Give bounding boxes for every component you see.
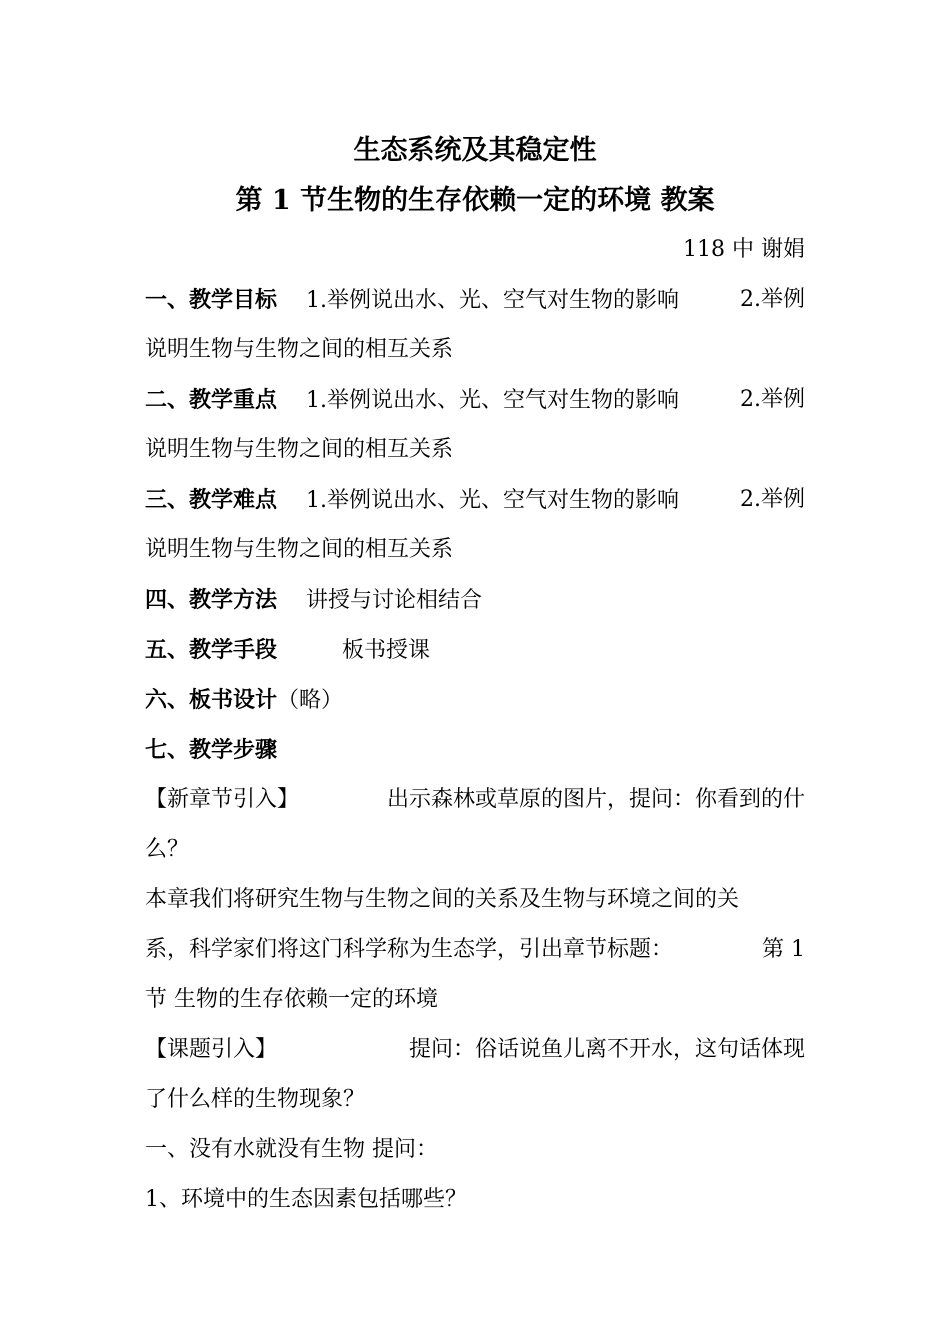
teaching-method-text: 讲授与讨论相结合	[306, 588, 483, 613]
author-line: 118 中 谢娟	[683, 237, 805, 262]
teaching-difficulty-heading: 三、教学难点	[145, 487, 278, 513]
new-chapter-intro-line	[145, 785, 805, 815]
teaching-goal-text-2: 2.举例	[740, 287, 805, 312]
teaching-goal-text: 1.举例说出水、光、空气对生物的影响	[306, 288, 680, 313]
teaching-difficulty-line	[145, 485, 805, 516]
topic-intro-line	[145, 1035, 805, 1065]
document-subtitle: 第 1 节生物的生存依赖一定的环境 教案	[235, 185, 715, 216]
teaching-method-line	[145, 585, 482, 616]
topic-intro-cont: 了什么样的生物现象？	[145, 1087, 366, 1112]
paragraph-line-2-end: 第 1	[762, 937, 805, 962]
teaching-difficulty-text: 1.举例说出水、光、空气对生物的影响	[306, 488, 680, 513]
teaching-key-text-2: 2.举例	[740, 387, 805, 412]
paragraph-line-2-text: 系，科学家们将这门科学称为生态学，引出章节标题：	[145, 937, 674, 962]
new-chapter-intro-text: 出示森林或草原的图片，提问：你看到的什	[386, 787, 805, 812]
topic-intro-tag: 【课题引入】	[145, 1037, 278, 1062]
teaching-goal-heading-wrap	[145, 285, 679, 316]
teaching-steps-heading: 七、教学步骤	[145, 737, 278, 763]
teaching-difficulty-heading-wrap	[145, 485, 679, 516]
teaching-goal-heading: 一、教学目标	[145, 287, 278, 313]
teaching-means-text: 板书授课	[342, 638, 431, 663]
paragraph-line-1-text: 本章我们将研究生物与生物之间的关系及生物与环境之间的关	[145, 887, 740, 912]
section-water: 一、没有水就没有生物 提问：	[145, 1137, 438, 1162]
board-design-text: （略）	[277, 688, 344, 713]
teaching-key-heading-wrap	[145, 385, 679, 416]
teaching-means-line	[145, 635, 430, 666]
topic-intro-text: 提问：俗话说鱼儿离不开水，这句话体现	[408, 1037, 805, 1062]
teaching-goal-cont: 说明生物与生物之间的相互关系	[145, 337, 454, 362]
question-1: 1、环境中的生态因素包括哪些？	[145, 1187, 467, 1212]
teaching-key-heading: 二、教学重点	[145, 387, 278, 413]
teaching-method-heading: 四、教学方法	[145, 587, 278, 613]
paragraph-line-3: 节 生物的生存依赖一定的环境	[145, 987, 438, 1012]
paragraph-line-2	[145, 935, 805, 965]
teaching-key-line	[145, 385, 805, 416]
document-title: 生态系统及其稳定性	[353, 135, 597, 166]
teaching-difficulty-cont: 说明生物与生物之间的相互关系	[145, 537, 454, 562]
board-design-heading: 六、板书设计	[145, 687, 278, 713]
board-design-line	[145, 685, 343, 716]
new-chapter-intro-cont: 么？	[145, 837, 190, 862]
teaching-goal-line	[145, 285, 805, 316]
teaching-key-text: 1.举例说出水、光、空气对生物的影响	[306, 388, 680, 413]
teaching-difficulty-text-2: 2.举例	[740, 487, 805, 512]
paragraph-line-1	[145, 885, 805, 915]
teaching-key-cont: 说明生物与生物之间的相互关系	[145, 437, 454, 462]
teaching-means-heading: 五、教学手段	[145, 637, 278, 663]
new-chapter-intro-tag: 【新章节引入】	[145, 787, 300, 812]
